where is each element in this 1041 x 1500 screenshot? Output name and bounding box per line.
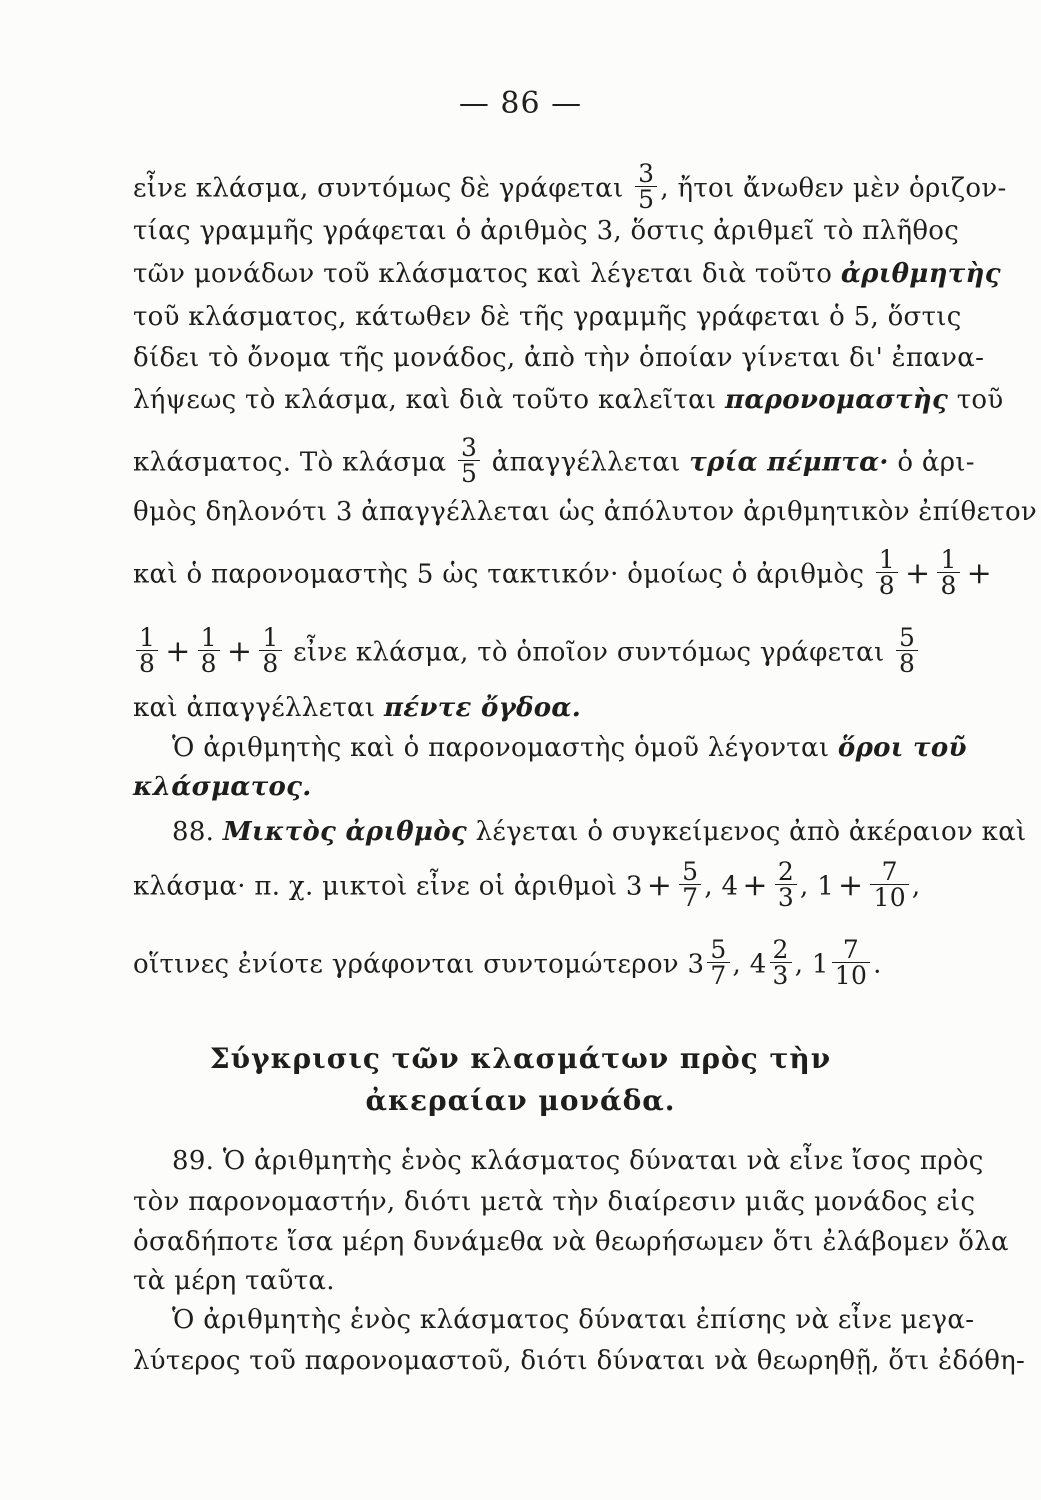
fraction: $\frac{1}{8}$ xyxy=(259,625,281,676)
text-line: τοῦ κλάσματος, κάτωθεν δὲ τῆς γραμμῆς γράφεται ὁ 5, ὅστις xyxy=(133,302,962,332)
term-miktos: Μικτὸς ἀριθμὸς xyxy=(222,817,468,847)
fraction: $\frac{5}{7}$ xyxy=(679,859,701,910)
fraction: $\frac{2}{3}$ xyxy=(770,937,792,988)
text-line: θμὸς δηλονότι 3 ἀπαγγέλλεται ὡς ἀπόλυτον ἀριθμητικὸν ἐπίθετον xyxy=(133,497,1038,527)
fraction: $\frac{2}{3}$ xyxy=(775,859,797,910)
fraction: $\frac{7}{10}$ xyxy=(870,859,908,910)
text-line: Ὁ ἀριθμητὴς ἑνὸς κλάσματος δύναται ἐπίσης νὰ εἶνε μεγα- xyxy=(172,1305,975,1335)
text-line: Ὁ ἀριθμητὴς καὶ ὁ παρονομαστὴς ὁμοῦ λέγονται ὅροι τοῦ xyxy=(172,733,967,763)
text-line: 89. Ὁ ἀριθμητὴς ἑνὸς κλάσματος δύναται νὰ εἶνε ἴσος πρὸς xyxy=(172,1146,984,1176)
text-line: κλάσματος. xyxy=(133,772,312,802)
fraction: $\frac{1}{8}$ xyxy=(136,625,158,676)
text-line: εἶνε κλάσμα, συντόμως δὲ γράφεται $\frac{3}{5}$ , ἤτοι ἄνωθεν μὲν ὁριζον- xyxy=(133,159,1007,214)
text-line: ὁσαδήποτε ἴσα μέρη δυνάμεθα νὰ θεωρήσωμεν ὅτι ἐλάβομεν ὅλα xyxy=(133,1227,1009,1257)
text-line: λύτερος τοῦ παρονομαστοῦ, διότι δύναται νὰ θεωρηθῇ, ὅτι ἐδόθη- xyxy=(133,1346,1026,1376)
fraction: $\frac{3}{5}$ xyxy=(458,435,480,486)
fraction: $\frac{3}{5}$ xyxy=(635,161,657,212)
text-line: $\frac{1}{8}$ + $\frac{1}{8}$ + $\frac{1}{8}$ εἶνε κλάσμα, τὸ ὁποῖον συντόμως γράφεται $\frac{5}{8}$ xyxy=(133,628,933,679)
text-line: 88. Μικτὸς ἀριθμὸς λέγεται ὁ συγκείμενος ἀπὸ ἀκέραιον καὶ xyxy=(172,817,1027,847)
text-line: καὶ ἀπαγγέλλεται πέντε ὄγδοα. xyxy=(133,693,582,723)
text-line: τίας γραμμῆς γράφεται ὁ ἀριθμὸς 3, ὅστις ἀριθμεῖ τὸ πλῆθος xyxy=(133,216,960,246)
fraction: $\frac{7}{10}$ xyxy=(832,937,870,988)
fraction: $\frac{1}{8}$ xyxy=(937,547,959,598)
fraction: $\frac{1}{8}$ xyxy=(876,547,898,598)
fraction: $\frac{5}{8}$ xyxy=(896,625,918,676)
text-line: τὰ μέρη ταῦτα. xyxy=(133,1266,335,1296)
section-heading: Σύγκρισις τῶν κλασμάτων πρὸς τὴν xyxy=(209,1042,832,1075)
section-heading-cont: ἀκεραίαν μονάδα. xyxy=(365,1084,676,1117)
section-number: 88. xyxy=(172,817,215,847)
text-line: δίδει τὸ ὄνομα τῆς μονάδος, ἀπὸ τὴν ὁποίαν γίνεται δι' ἐπανα- xyxy=(133,343,985,373)
term-oroi: ὅροι τοῦ xyxy=(837,733,967,763)
page-number: — 86 — xyxy=(458,86,583,121)
text-line: τῶν μονάδων τοῦ κλάσματος καὶ λέγεται διὰ τοῦτο ἀριθμητὴς xyxy=(133,259,1001,289)
text-line: καὶ ὁ παρονομαστὴς 5 ὡς τακτικόν· ὁμοίως ὁ ἀριθμὸς $\frac{1}{8}$ + $\frac{1}{8}$ + xyxy=(133,545,993,600)
term-paronomastis: παρονομαστὴς xyxy=(725,385,949,415)
term-arithmetis: ἀριθμητὴς xyxy=(840,259,1001,289)
text-line: λήψεως τὸ κλάσμα, καὶ διὰ τοῦτο καλεῖται παρονομαστὴς τοῦ xyxy=(133,385,1004,415)
text-line: τὸν παρονομαστήν, διότι μετὰ τὴν διαίρεσιν μιᾶς μονάδος εἰς xyxy=(133,1187,976,1217)
fraction: $\frac{1}{8}$ xyxy=(198,625,220,676)
fraction: $\frac{5}{7}$ xyxy=(707,937,729,988)
text-line: κλάσμα· π. χ. μικτοὶ εἶνε οἱ ἀριθμοὶ 3 + $\frac{5}{7}$ , 4 + $\frac{2}{3}$ , 1 + $\frac{7}{10}$ , xyxy=(133,857,921,912)
text-line: κλάσματος. Τὸ κλάσμα $\frac{3}{5}$ ἀπαγγέλλεται τρία πέμπτα· ὁ ἀρι- xyxy=(133,433,975,488)
text-line: οἵτινες ἐνίοτε γράφονται συντομώτερον 3 $\frac{5}{7}$ , 4 $\frac{2}{3}$ , 1 $\frac{7}{10}$ . xyxy=(133,935,882,990)
